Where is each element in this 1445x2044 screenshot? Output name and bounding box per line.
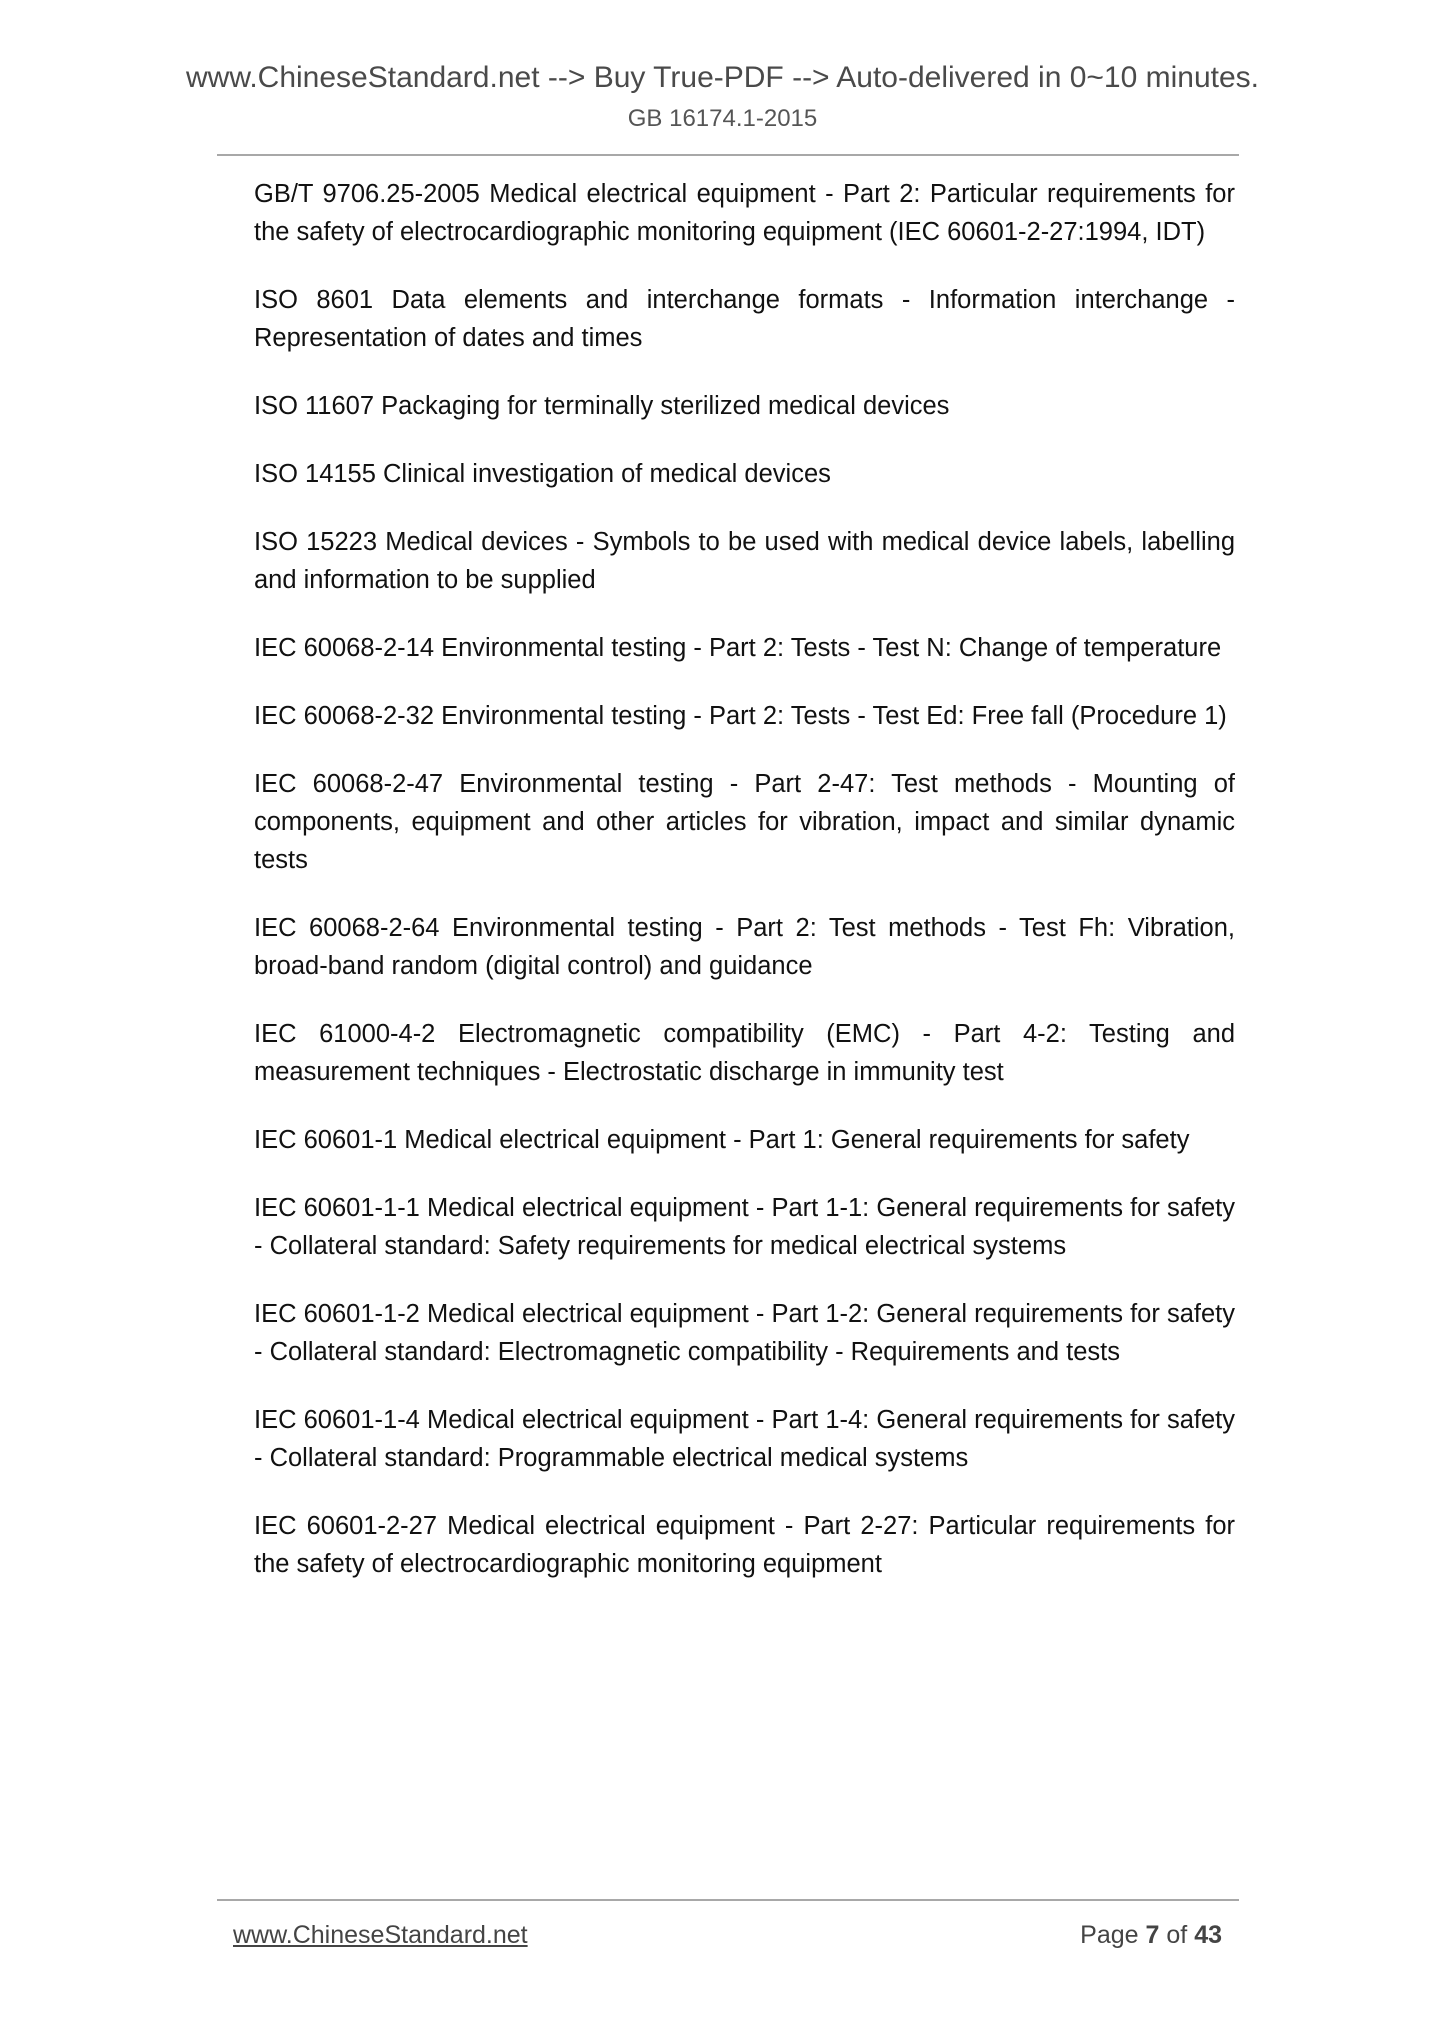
standard-id: GB 16174.1-2015 (627, 105, 818, 132)
reference-item: IEC 60068-2-32 Environmental testing - Part 2: Tests - Test Ed: Free fall (Procedure 1) (254, 702, 1227, 730)
reference-item: IEC 60068-2-64 Environmental testing - Part 2: Test methods - Test Fh: Vibration, broad-band random (digital control) and guidance (254, 914, 1235, 980)
page-label: Page (1080, 1921, 1139, 1949)
reference-item: IEC 60068-2-47 Environmental testing - Part 2-47: Test methods - Mounting of components, equipment and other articles for vibration, impact and similar dynamic tests (254, 770, 1235, 874)
header-banner: www.ChineseStandard.net --> Buy True-PDF --> Auto-delivered in 0~10 minutes. (185, 61, 1260, 94)
reference-list (254, 175, 1235, 1613)
reference-item: IEC 60601-1-2 Medical electrical equipment - Part 1-2: General requirements for safety - Collateral standard: Electromagnetic compatibility - Requirements and tests (254, 1300, 1235, 1366)
reference-item: IEC 61000-4-2 Electromagnetic compatibility (EMC) - Part 4-2: Testing and measurement techniques - Electrostatic discharge in immunity test (254, 1020, 1235, 1086)
page-current: 7 (1145, 1921, 1160, 1949)
reference-item: ISO 11607 Packaging for terminally sterilized medical devices (254, 392, 950, 420)
reference-item: ISO 14155 Clinical investigation of medical devices (254, 460, 831, 488)
reference-item: IEC 60601-1-4 Medical electrical equipment - Part 1-4: General requirements for safety - Collateral standard: Programmable electrical medical systems (254, 1406, 1235, 1472)
reference-item: ISO 8601 Data elements and interchange formats - Information interchange - Representation of dates and times (254, 286, 1235, 352)
reference-item: IEC 60601-1-1 Medical electrical equipment - Part 1-1: General requirements for safety - Collateral standard: Safety requirements for medical electrical systems (254, 1194, 1235, 1260)
reference-item: IEC 60601-2-27 Medical electrical equipment - Part 2-27: Particular requirements for the safety of electrocardiographic monitoring equipment (254, 1512, 1235, 1578)
page-total: 43 (1194, 1921, 1222, 1949)
footer-divider (217, 1899, 1239, 1901)
page-indicator (1080, 1918, 1222, 1952)
reference-item: IEC 60601-1 Medical electrical equipment - Part 1: General requirements for safety (254, 1126, 1190, 1154)
of-label: of (1166, 1921, 1188, 1949)
reference-item: GB/T 9706.25-2005 Medical electrical equipment - Part 2: Particular requirements for the safety of electrocardiographic monitoring equipment (IEC 60601-2-27:1994, IDT) (254, 180, 1235, 246)
reference-item: IEC 60068-2-14 Environmental testing - Part 2: Tests - Test N: Change of temperature (254, 634, 1222, 662)
header-divider (217, 154, 1239, 156)
footer-site-link[interactable]: www.ChineseStandard.net (233, 1921, 528, 1949)
reference-item: ISO 15223 Medical devices - Symbols to be used with medical device labels, labelling and information to be supplied (254, 528, 1235, 594)
footer-link-wrap (233, 1918, 528, 1952)
